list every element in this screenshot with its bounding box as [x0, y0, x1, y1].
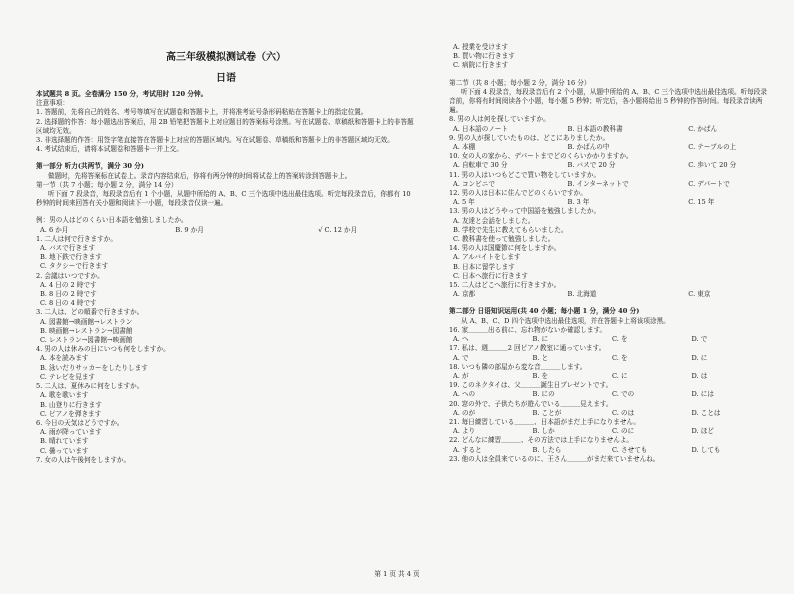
question-text: 6. 今日の天気はどうですか。 — [36, 418, 124, 427]
answer-options-row — [449, 409, 771, 418]
answer-option: C. 8 日の 4 時です — [40, 299, 97, 308]
example-question: 例：男の人はどのくらい日本語を勉強しましたか。 — [36, 216, 188, 225]
page-number: 第 1 页 共 4 页 — [374, 570, 420, 578]
answer-option: C. を — [612, 353, 628, 362]
note-item: 3. 非选择题的作答：用签字笔直接答在答题卡上对应的答题区域内。写在试题卷、草稿纸和答题卡上的非答题区域均无效。 — [36, 136, 394, 145]
question-text: 16. 家＿＿＿出る前に、忘れ物がないか確認します。 — [449, 325, 607, 334]
answer-option: D. は — [691, 371, 708, 380]
answer-option: A. 自転車で 30 分 — [453, 161, 508, 170]
answer-option: C. レストラン→図書館→映画館 — [40, 336, 133, 345]
question-text: 9. 男の人が探していたものは、どこにありましたか。 — [449, 133, 610, 142]
answer-option: A. 日本語のノート — [453, 124, 508, 133]
answer-options-row — [449, 446, 771, 455]
answer-option: B. 映画館→レストラン→図書館 — [40, 326, 133, 335]
note-item: 1. 答题前，先将自己的姓名、考号等填写在试题卷和答题卡上，并将准考证号条形码粘贴在答题卡上的指定位置。 — [36, 108, 368, 117]
answer-option: A. 4 日の 2 時です — [40, 280, 97, 289]
section1-instructions: 听下面 7 段录音，每段录音后有 1 个小题，从题中所给的 A、B、C 三个选项中选出最佳选项。听完每段录音后，你都有 10 秒钟的时间来回答有关小题和阅读下一小题，每段录音仅读一遍。 — [36, 190, 411, 208]
answer-option: B. にの — [532, 390, 555, 399]
question-text: 20. 窓の外で、子供たちが遊んでいる＿＿＿見えます。 — [449, 399, 613, 408]
question-7: 7. 女の人は午後何をしますか。 — [36, 455, 131, 464]
answer-options-row — [449, 390, 771, 399]
answer-option: B. と — [532, 353, 549, 362]
note-item: 2. 选择题的作答：每小题选出答案后，用 2B 铅笔把答题卡上对应题目的答案标号涂黑。写在试题卷、草稿纸和答题卡上的非答题区域均无效。 — [36, 117, 414, 135]
question-text: 13. 男の人はどうやって中国語を勉強しましたか。 — [449, 207, 601, 216]
answer-option: B. バスで 20 分 — [567, 161, 616, 170]
answer-option: A. 京都 — [453, 290, 476, 299]
answer-option: C. 東京 — [688, 290, 711, 299]
answer-option: B. 泳いだりサッカーをしたりします — [40, 363, 148, 372]
answer-options-row — [449, 335, 771, 344]
answer-option: A. への — [453, 390, 476, 399]
answer-option: A. より — [453, 427, 476, 436]
note-item: 4. 考试结束后，请将本试题卷和答题卡一并上交。 — [36, 145, 183, 154]
question-text: 10. 女の人の家から、デパートまでどのくらいかかりますか。 — [449, 152, 633, 161]
answer-option: D. で — [691, 335, 708, 344]
example-option-c: √ C. 12 か月 — [318, 225, 358, 234]
answer-option: A. で — [453, 353, 469, 362]
question-text: 23. 他の人は全員来ているのに、王さん＿＿＿がまだ来ていませんね。 — [449, 454, 660, 463]
answer-option: A. のが — [453, 408, 476, 417]
answer-option: B. を — [532, 371, 549, 380]
answer-option: C. タクシーで行きます — [40, 262, 109, 271]
answer-option: B. 学校で先生に教えてもらいました。 — [453, 225, 568, 234]
part2-heading: 第二部分 日语知识运用(共 40 小题；每小题 1 分，满分 40 分) — [449, 307, 640, 316]
answer-option: A. コンビニで — [453, 179, 495, 188]
section2-heading: 第二节（共 8 小题；每小题 2 分，满分 16 分） — [449, 78, 591, 87]
answer-option: D. には — [691, 390, 714, 399]
question-text: 21. 毎日練習している＿＿＿、日本語がまだ上手になりません。 — [449, 417, 641, 426]
answer-option: D. に — [691, 353, 708, 362]
answer-option: C. のに — [612, 427, 635, 436]
example-option-a: A. 6 か月 — [40, 225, 69, 234]
answer-option: A. へ — [453, 335, 469, 344]
question-text: 19. このネクタイは、父＿＿＿誕生日プレゼントです。 — [449, 381, 613, 390]
answer-option: B. 北海道 — [567, 290, 597, 299]
answer-option: C. を — [612, 335, 628, 344]
question-text: 4. 男の人は休みの日にいつも何をしますか。 — [36, 345, 170, 354]
answer-option: B. に — [532, 335, 549, 344]
answer-option: A. 本を読みます — [40, 354, 89, 363]
answer-option: C. テーブルの上 — [688, 143, 737, 152]
answer-option: B. したら — [532, 445, 562, 454]
question-text: 2. 会議はいつですか。 — [36, 271, 104, 280]
question-text: 12. 男の人は日本に住んでどのくらいですか。 — [449, 189, 587, 198]
notes-heading: 注意事项： — [36, 99, 69, 108]
part1-intro: 做题时，先将答案标在试卷上。录音内容结束后，你将有两分钟的时间将试卷上的答案转涂到答题卡上。 — [48, 171, 352, 180]
answer-option: B. 8 日の 2 時です — [40, 290, 97, 299]
answer-option: B. ことが — [532, 408, 562, 417]
section1-heading: 第一节（共 7 小题；每小题 2 分，满分 14 分） — [36, 180, 178, 189]
example-option-b: B. 9 か月 — [175, 225, 204, 234]
answer-option: B. 山登りに行きます — [40, 400, 102, 409]
answer-option: C. 曇っています — [40, 446, 89, 455]
answer-option: A. アルバイトをします — [453, 253, 521, 262]
answer-option: C. させても — [612, 445, 648, 454]
listening-questions-1-6 — [36, 235, 416, 456]
example-options — [36, 226, 416, 235]
answer-option: A. 5 年 — [453, 198, 475, 207]
answer-option: B. 日本語の教科書 — [567, 124, 623, 133]
answer-option: A. が — [453, 371, 469, 380]
answer-option: A. バスで行きます — [40, 244, 96, 253]
question-text: 11. 男の人はいつもどこで買い物をしていますか。 — [449, 170, 601, 179]
question-text: 8. 男の人は何を探していますか。 — [449, 115, 550, 124]
subject-title: 日语 — [216, 73, 236, 84]
grammar-questions — [449, 326, 771, 464]
answer-option: C. での — [612, 390, 635, 399]
answer-options-row — [449, 143, 771, 152]
q7-option-c: C. 病院に行きます — [453, 61, 509, 70]
part1-heading: 第一部分 听力(共两节，满分 30 分) — [36, 162, 145, 171]
answer-option: C. 日本へ旅行に行きます — [453, 271, 528, 280]
answer-option: D. しても — [691, 445, 721, 454]
section2-instructions: 听下面 4 段录音，每段录音后有 2 个小题，从题中所给的 A、B、C 三个选项中选出最佳选项。听每段录音前，你将有时间阅读各个小题，每小题 5 秒钟；听完后，各小题将给出 5 秒钟的作答时间。每段录音读两遍。 — [449, 87, 767, 115]
answer-options-row — [449, 198, 771, 207]
exam-title: 高三年级模拟测试卷（六） — [166, 52, 286, 63]
question-text: 17. 私は、週＿＿＿2 回ピアノ教室に通っています。 — [449, 344, 606, 353]
answer-option: C. に — [612, 371, 628, 380]
listening-questions-8-15 — [449, 115, 771, 299]
answer-option: C. デパートで — [688, 179, 730, 188]
answer-option: A. すると — [453, 445, 482, 454]
answer-options-row — [449, 290, 771, 299]
question-text: 5. 二人は、夏休みに何をしますか。 — [36, 382, 144, 391]
answer-option: A. 図書館→映画館→レストラン — [40, 317, 133, 326]
question-text: 1. 二人は何で行きますか。 — [36, 234, 117, 243]
answer-option: B. 3 年 — [567, 198, 590, 207]
question-text: 22. どんなに練習＿＿＿、その方法では上手になりませんよ。 — [449, 436, 634, 445]
answer-option: C. かばん — [688, 124, 718, 133]
exam-info: 本试题共 8 页。全卷满分 150 分，考试用时 120 分钟。 — [36, 90, 208, 98]
answer-option: D. ほど — [691, 427, 714, 436]
q7-option-b: B. 買い物に行きます — [453, 52, 515, 61]
part2-instructions: 从 A、B、C、D 四个选项中选出最佳选项，并在答题卡上将该项涂黑。 — [461, 316, 670, 325]
answer-options-row — [449, 372, 771, 381]
answer-option: A. 本棚 — [453, 143, 476, 152]
answer-option: A. 友達と会話をしました。 — [453, 216, 535, 225]
answer-options-row — [449, 354, 771, 363]
question-text: 3. 二人は、どの順番で行きますか。 — [36, 308, 144, 317]
answer-option: D. ことは — [691, 408, 721, 417]
answer-option: C. 15 年 — [688, 198, 715, 207]
answer-option: C. ピアノを弾きます — [40, 409, 102, 418]
answer-options-row — [449, 125, 771, 134]
answer-options-row — [449, 161, 771, 170]
answer-option: C. 歩いて 20 分 — [688, 161, 737, 170]
answer-option: B. 日本に留学します — [453, 262, 515, 271]
check-mark-icon: √ — [318, 225, 323, 234]
answer-option: B. 地下鉄で行きます — [40, 253, 102, 262]
q7-option-a: A. 授業を受けます — [453, 43, 509, 51]
answer-option: A. 雨が降っています — [40, 428, 102, 437]
question-text: 15. 二人はどこへ旅行に行きますか。 — [449, 281, 561, 290]
answer-option: B. 晴れています — [40, 437, 89, 446]
answer-option: A. 歌を歌います — [40, 391, 89, 400]
answer-options-row — [449, 427, 771, 436]
answer-option: B. かばんの中 — [567, 143, 610, 152]
answer-option: C. 教科書を使って勉強しました。 — [453, 235, 555, 244]
question-text: 18. いつも隣の部屋から変な音＿＿＿します。 — [449, 362, 587, 371]
answer-option: B. しか — [532, 427, 555, 436]
answer-option: C. のは — [612, 408, 635, 417]
answer-option: B. インターネットで — [567, 179, 629, 188]
question-text: 14. 男の人は国慶節に何をしますか。 — [449, 244, 561, 253]
answer-option: C. テレビを見ます — [40, 372, 96, 381]
answer-options-row — [449, 180, 771, 189]
